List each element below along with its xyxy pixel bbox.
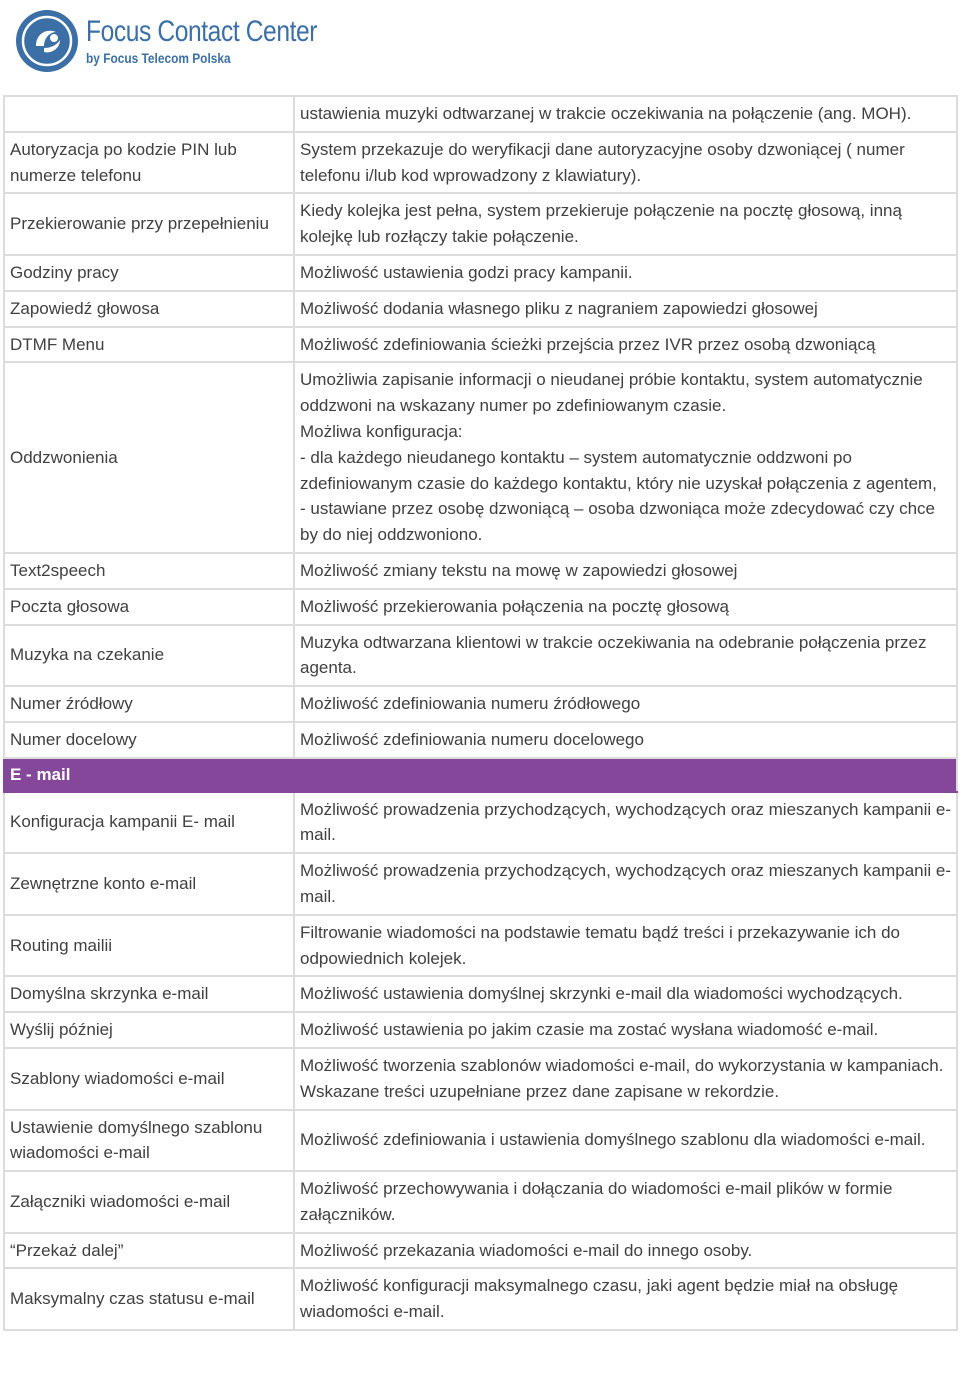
feature-description: [294, 792, 957, 854]
feature-name: “Przekaż dalej”: [4, 1233, 294, 1269]
feature-table: [3, 95, 958, 1331]
feature-description: [294, 132, 957, 194]
logo-title: Focus Contact Center: [86, 15, 318, 48]
table-row: [4, 589, 957, 625]
table-row: [4, 327, 957, 363]
feature-name: Poczta głosowa: [4, 589, 294, 625]
description-line: Możliwość przechowywania i dołączania do wiadomości e-mail plików w formie załączników.: [300, 1179, 893, 1224]
description-line: Możliwość dodania własnego pliku z nagraniem zapowiedzi głosowej: [300, 298, 818, 318]
feature-name: Oddzwonienia: [4, 362, 294, 553]
table-row: [4, 722, 957, 758]
feature-description: [294, 193, 957, 255]
description-line: Możliwość ustawienia godzi pracy kampanii.: [300, 262, 633, 282]
description-line: ustawienia muzyki odtwarzanej w trakcie oczekiwania na połączenie (ang. MOH).: [300, 104, 912, 123]
feature-description: [294, 625, 957, 687]
table-row: [4, 96, 957, 132]
feature-description: [294, 291, 957, 327]
feature-description: [294, 1171, 957, 1233]
section-label: E - mail: [4, 758, 957, 792]
table-row: [4, 976, 957, 1012]
feature-description: [294, 1048, 957, 1110]
description-line: Możliwość zdefiniowania numeru docelowego: [300, 729, 644, 749]
table-row: [4, 193, 957, 255]
table-row: [4, 853, 957, 915]
table-row: [4, 1110, 957, 1172]
table-row: [4, 1171, 957, 1233]
table-row: [4, 362, 957, 553]
feature-name: Zewnętrzne konto e-mail: [4, 853, 294, 915]
description-line: Możliwość tworzenia szablonów wiadomości e-mail, do wykorzystania w kampaniach. Wskazane treści uzupełniane przez dane zapisane w rekordzie.: [300, 1055, 944, 1101]
feature-table-body: [4, 96, 957, 1330]
feature-name: Domyślna skrzynka e-mail: [4, 976, 294, 1012]
feature-name: Routing mailii: [4, 915, 294, 977]
description-line: Muzyka odtwarzana klientowi w trakcie oczekiwania na odebranie połączenia przez agenta.: [300, 632, 927, 678]
description-line: Możliwość konfiguracji maksymalnego czasu, jaki agent będzie miał na obsługę wiadomości e-mail.: [300, 1276, 899, 1322]
feature-name: Maksymalny czas statusu e-mail: [4, 1268, 294, 1330]
description-line: Możliwość ustawienia po jakim czasie ma zostać wysłana wiadomość e-mail.: [300, 1020, 879, 1040]
feature-name: Wyślij później: [4, 1012, 294, 1048]
table-row: [4, 255, 957, 291]
section-header-email: [4, 758, 957, 792]
feature-name: Konfiguracja kampanii E- mail: [4, 792, 294, 854]
feature-name: [4, 96, 294, 132]
feature-name: Muzyka na czekanie: [4, 625, 294, 687]
description-line: Możliwość prowadzenia przychodzących, wychodzących oraz mieszanych kampanii e-mail.: [300, 861, 951, 906]
table-row: [4, 132, 957, 194]
feature-description: [294, 1233, 957, 1269]
table-row: [4, 1048, 957, 1110]
logo-subtitle: by Focus Telecom Polska: [86, 50, 231, 66]
description-line: Kiedy kolejka jest pełna, system przekieruje połączenie na pocztę głosową, inną kolejkę lub rozłączy takie połączenie.: [300, 201, 902, 247]
focus-logo-icon: [14, 8, 80, 74]
description-line: Możliwość przekierowania połączenia na pocztę głosową: [300, 596, 730, 616]
feature-description: [294, 1012, 957, 1048]
description-line: Możliwość ustawienia domyślnej skrzynki e-mail dla wiadomości wychodzących.: [300, 984, 903, 1004]
feature-name: Autoryzacja po kodzie PIN lub numerze telefonu: [4, 132, 294, 194]
feature-name: DTMF Menu: [4, 327, 294, 363]
description-line: Możliwość przekazania wiadomości e-mail do innego osoby.: [300, 1240, 753, 1260]
description-line: Umożliwia zapisanie informacji o nieudanej próbie kontaktu, system automatycznie oddzwoni na wskazany numer po zdefiniowanym czasie.: [300, 370, 923, 416]
description-line: Możliwość zdefiniowania ścieżki przejścia przez IVR przez osobą dzwoniącą: [300, 334, 876, 354]
description-line: Możliwa konfiguracja:: [300, 421, 463, 441]
description-line: Możliwość prowadzenia przychodzących, wychodzących oraz mieszanych kampanii e-mail.: [300, 799, 951, 845]
description-line: Filtrowanie wiadomości na podstawie tematu bądź treści i przekazywanie ich do odpowiednich kolejek.: [300, 922, 901, 968]
feature-name: Numer źródłowy: [4, 686, 294, 722]
table-row: [4, 1233, 957, 1269]
feature-description: [294, 327, 957, 363]
feature-description: [294, 96, 957, 132]
feature-description: [294, 686, 957, 722]
description-line: System przekazuje do weryfikacji dane autoryzacyjne osoby dzwoniącej ( numer telefonu i/lub kod wprowadzony z klawiatury).: [300, 139, 905, 185]
feature-name: Szablony wiadomości e-mail: [4, 1048, 294, 1110]
feature-description: [294, 1268, 957, 1330]
feature-name: Text2speech: [4, 553, 294, 589]
table-row: [4, 553, 957, 589]
feature-name: Numer docelowy: [4, 722, 294, 758]
table-row: [4, 792, 957, 854]
description-line: Możliwość zdefiniowania i ustawienia domyślnego szablonu dla wiadomości e-mail.: [300, 1130, 926, 1150]
description-line: - dla każdego nieudanego kontaktu – system automatycznie oddzwoni po zdefiniowanym czasie do każdego kontaktu, który nie uzyskał połączenia z agentem,: [300, 447, 937, 493]
feature-name: Zapowiedź głowosa: [4, 291, 294, 327]
feature-description: [294, 589, 957, 625]
header: [14, 8, 368, 74]
feature-name: Ustawienie domyślnego szablonu wiadomości e-mail: [4, 1110, 294, 1172]
table-row: [4, 1012, 957, 1048]
feature-description: [294, 362, 957, 553]
feature-description: [294, 255, 957, 291]
table-row: [4, 915, 957, 977]
feature-name: Przekierowanie przy przepełnieniu: [4, 193, 294, 255]
feature-description: [294, 976, 957, 1012]
description-line: Możliwość zmiany tekstu na mowę w zapowiedzi głosowej: [300, 560, 738, 580]
table-row: [4, 686, 957, 722]
table-row: [4, 1268, 957, 1330]
feature-description: [294, 722, 957, 758]
feature-name: Godziny pracy: [4, 255, 294, 291]
feature-description: [294, 915, 957, 977]
description-line: - ustawiane przez osobę dzwoniącą – osoba dzwoniąca może zdecydować czy chce by do niej oddzwoniono.: [300, 499, 936, 545]
feature-description: [294, 553, 957, 589]
feature-description: [294, 853, 957, 915]
feature-description: [294, 1110, 957, 1172]
table-row: [4, 291, 957, 327]
description-line: Możliwość zdefiniowania numeru źródłowego: [300, 694, 641, 714]
feature-name: Załączniki wiadomości e-mail: [4, 1171, 294, 1233]
table-row: [4, 625, 957, 687]
